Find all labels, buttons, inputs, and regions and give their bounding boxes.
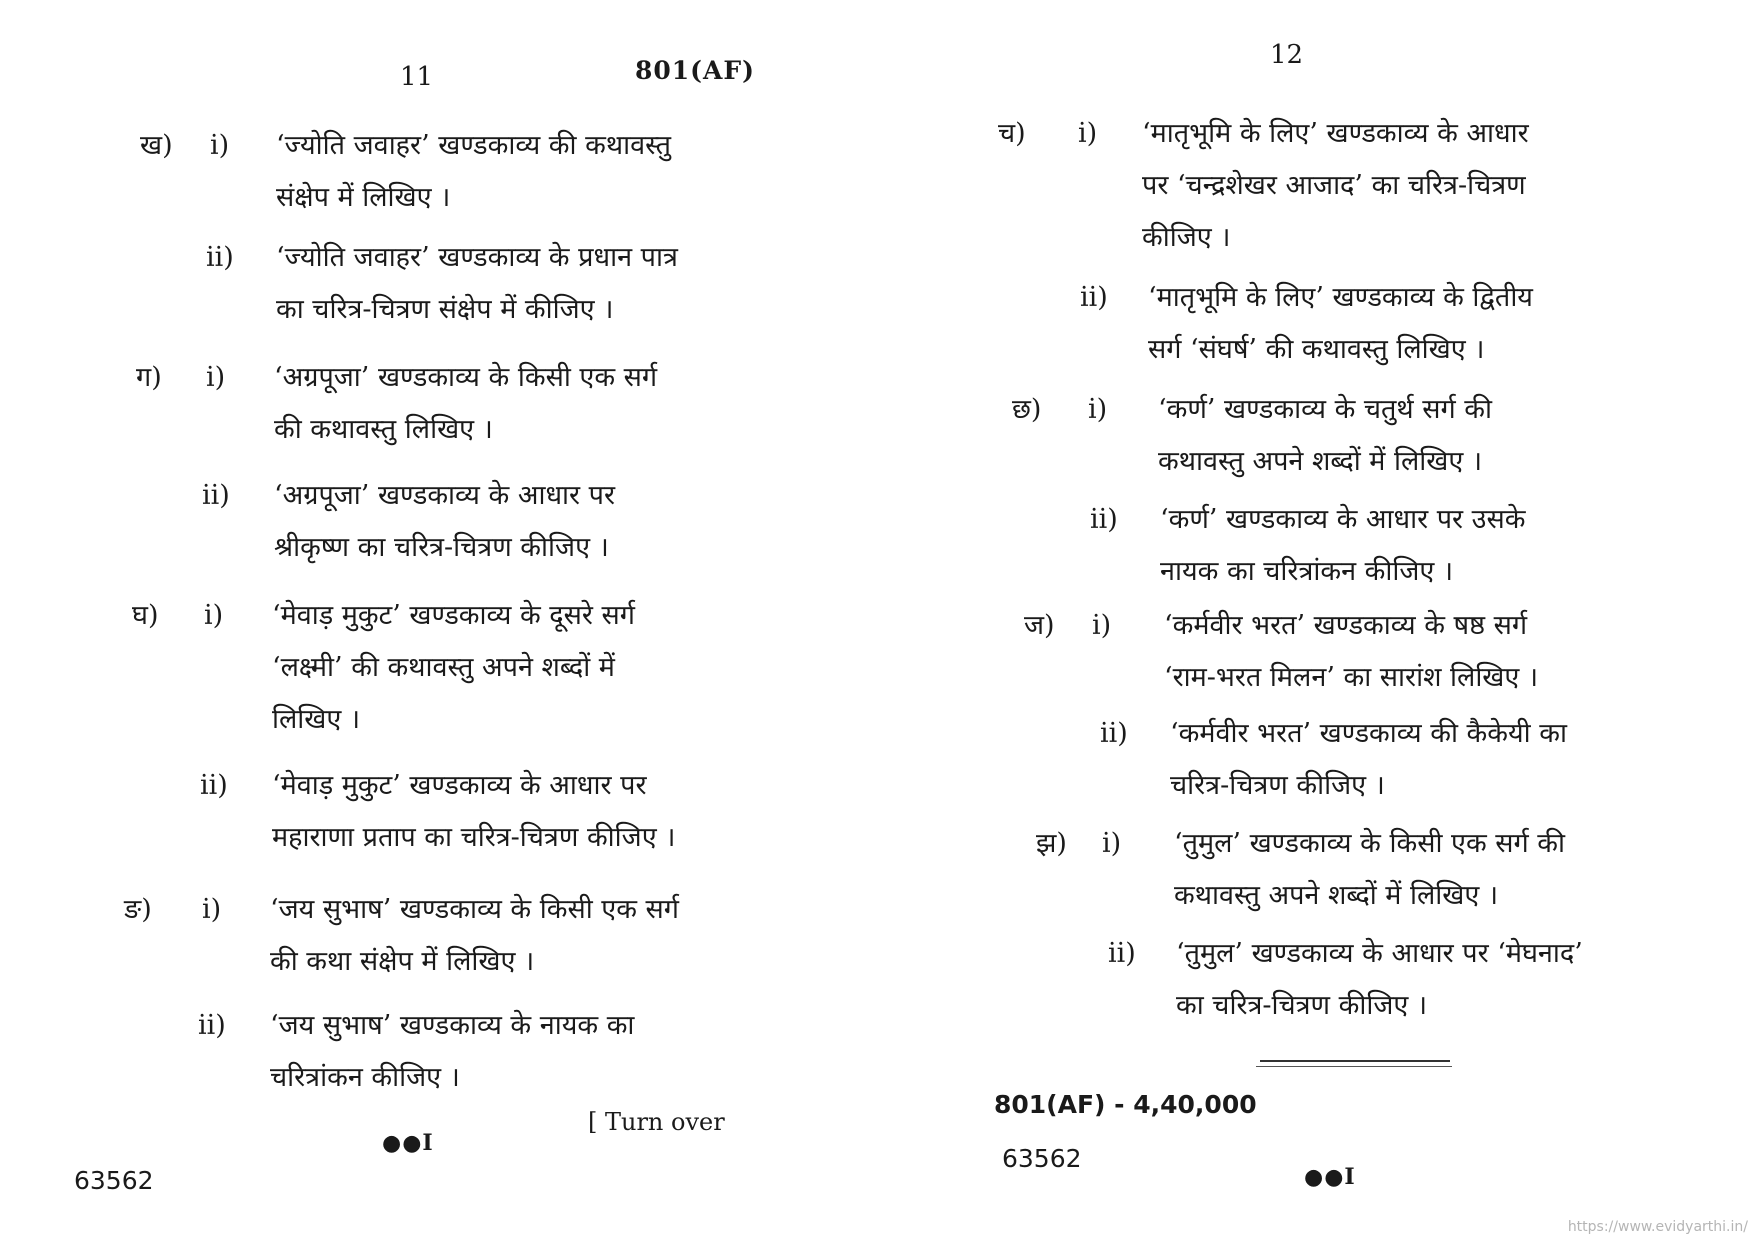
question-text [274,470,615,574]
page-marker-dots: ●●I [382,1130,434,1156]
question-number: i) [1102,828,1122,859]
question-text [270,884,679,988]
question-line: लिखिए । [272,704,361,735]
question-text [1142,108,1529,264]
question-line: की कथावस्तु लिखिए । [274,414,493,445]
question-number: ii) [206,242,234,273]
section-label: ङ) [124,894,152,925]
question-line: ‘मेवाड़ मुकुट’ खण्डकाव्य के दूसरे सर्ग [272,600,635,631]
question-number: i) [206,362,226,393]
question-number: i) [1078,118,1098,149]
print-run-code: 801(AF) - 4,40,000 [994,1090,1257,1119]
question-text [274,352,657,456]
question-line: ‘अग्रपूजा’ खण्डकाव्य के आधार पर [274,480,616,511]
question-text [1148,272,1533,376]
question-line: महाराणा प्रताप का चरित्र-चित्रण कीजिए । [272,822,676,853]
question-line: का चरित्र-चित्रण संक्षेप में कीजिए । [276,294,614,325]
roll-code: 63562 [1002,1144,1082,1173]
question-line: सर्ग ‘संघर्ष’ की कथावस्तु लिखिए । [1148,334,1485,365]
section-label: ज) [1024,610,1055,641]
question-line: ‘तुमुल’ खण्डकाव्य के आधार पर ‘मेघनाद’ [1176,938,1583,969]
question-line: ‘कर्मवीर भरत’ खण्डकाव्य की कैकेयी का [1170,718,1567,749]
watermark-url: https://www.evidyarthi.in/ [1567,1219,1748,1235]
question-line: ‘मेवाड़ मुकुट’ खण्डकाव्य के आधार पर [272,770,647,801]
question-line: कथावस्तु अपने शब्दों में लिखिए । [1158,446,1483,477]
right-page [940,0,1754,1241]
section-label: घ) [132,600,159,631]
question-number: ii) [202,480,230,511]
question-number: i) [1092,610,1112,641]
left-page [0,0,860,1241]
end-rule [1260,1060,1450,1062]
turn-over-note: [ Turn over [588,1108,725,1136]
question-text [1158,384,1492,488]
question-line: ‘मातृभूमि के लिए’ खण्डकाव्य के द्वितीय [1148,282,1533,313]
question-line: ‘ज्योति जवाहर’ खण्डकाव्य की कथावस्तु [276,130,671,161]
question-text [270,1000,634,1104]
page-number: 12 [1270,40,1304,70]
question-line: श्रीकृष्ण का चरित्र-चित्रण कीजिए । [274,532,609,563]
question-text [1174,818,1565,922]
question-line: पर ‘चन्द्रशेखर आजाद’ का चरित्र-चित्रण [1142,170,1526,201]
question-number: i) [202,894,222,925]
question-text [276,120,671,224]
section-label: ग) [136,362,162,393]
question-line: ‘मातृभूमि के लिए’ खण्डकाव्य के आधार [1142,118,1529,149]
question-line: ‘राम-भरत मिलन’ का सारांश लिखिए । [1164,662,1539,693]
section-label: झ) [1036,828,1067,859]
question-text [272,590,635,746]
question-line: चरित्र-चित्रण कीजिए । [1170,770,1385,801]
question-text [1164,600,1538,704]
question-line: कथावस्तु अपने शब्दों में लिखिए । [1174,880,1499,911]
question-line: ‘लक्ष्मी’ की कथावस्तु अपने शब्दों में [272,652,615,683]
question-line: ‘तुमुल’ खण्डकाव्य के किसी एक सर्ग की [1174,828,1566,859]
question-number: i) [204,600,224,631]
question-number: ii) [198,1010,226,1041]
question-text [1160,494,1525,598]
question-line: नायक का चरित्रांकन कीजिए । [1160,556,1454,587]
question-line: चरित्रांकन कीजिए । [270,1062,460,1093]
end-rule [1256,1066,1452,1067]
question-number: ii) [1108,938,1136,969]
question-text [1176,928,1583,1032]
page-marker-dots: ●●I [1304,1164,1356,1190]
question-line: ‘अग्रपूजा’ खण्डकाव्य के किसी एक सर्ग [274,362,658,393]
question-line: ‘कर्मवीर भरत’ खण्डकाव्य के षष्ठ सर्ग [1164,610,1528,641]
question-line: का चरित्र-चित्रण कीजिए । [1176,990,1428,1021]
question-number: ii) [1080,282,1108,313]
question-line: ‘कर्ण’ खण्डकाव्य के चतुर्थ सर्ग की [1158,394,1493,425]
section-label: ख) [140,130,173,161]
question-line: ‘ज्योति जवाहर’ खण्डकाव्य के प्रधान पात्र [276,242,678,273]
section-label: च) [998,118,1026,149]
question-text [276,232,678,336]
question-text [1170,708,1567,812]
question-line: संक्षेप में लिखिए । [276,182,451,213]
paper-code: 801(AF) [635,56,755,85]
question-number: ii) [200,770,228,801]
question-line: ‘कर्ण’ खण्डकाव्य के आधार पर उसके [1160,504,1526,535]
question-text [272,760,675,864]
question-number: i) [1088,394,1108,425]
question-line: की कथा संक्षेप में लिखिए । [270,946,535,977]
roll-code: 63562 [74,1166,154,1195]
section-label: छ) [1012,394,1042,425]
question-line: कीजिए । [1142,222,1231,253]
question-line: ‘जय सुभाष’ खण्डकाव्य के किसी एक सर्ग [270,894,679,925]
question-number: i) [210,130,230,161]
question-line: ‘जय सुभाष’ खण्डकाव्य के नायक का [270,1010,635,1041]
question-number: ii) [1090,504,1118,535]
question-number: ii) [1100,718,1128,749]
page-number: 11 [400,62,434,92]
